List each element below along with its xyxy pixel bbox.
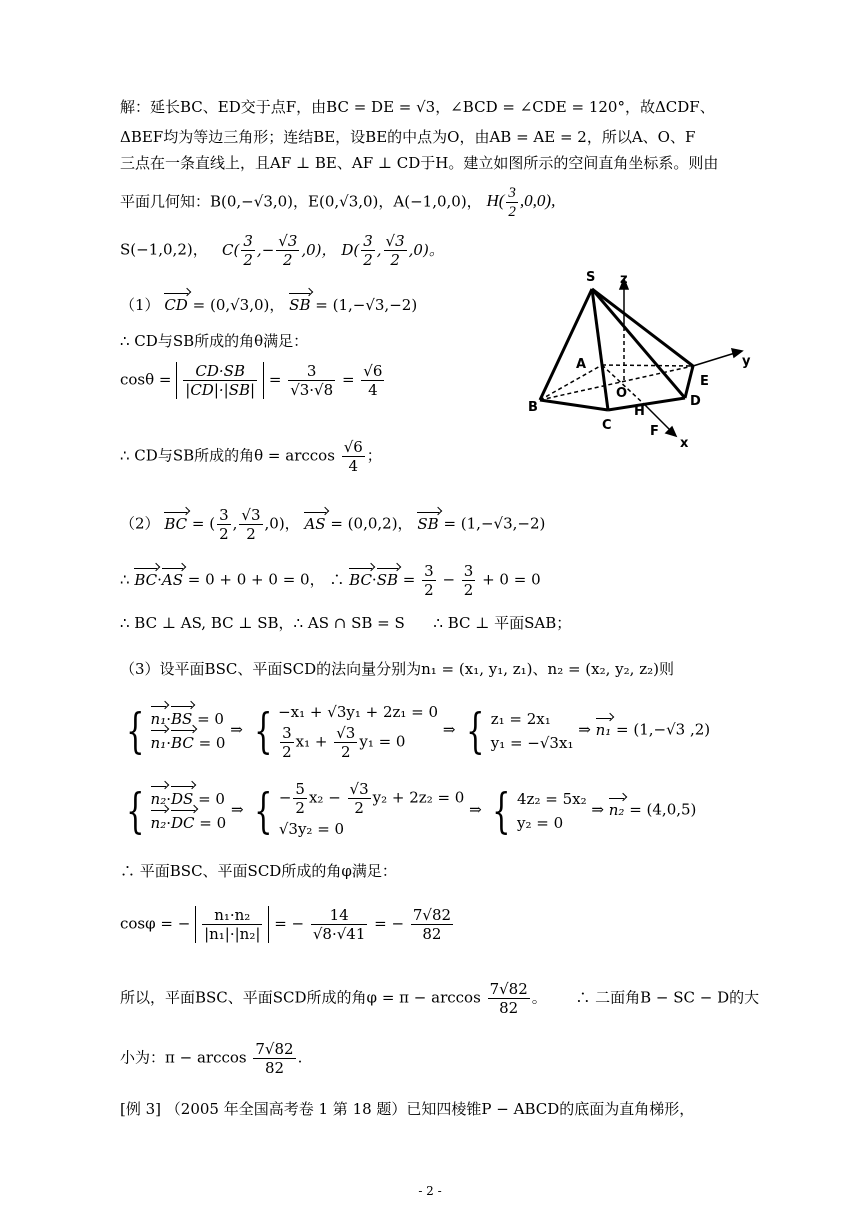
part3-intro: （3）设平面BSC、平面SCD的法向量分别为n₁ = (x₁, y₁, z₁)、n₂ = (x₂, y₂, z₂)则 (120, 660, 674, 678)
cos-lhs: cosθ = (120, 370, 172, 389)
part2-label: （2） (120, 514, 160, 533)
intro-line-4 (120, 184, 555, 221)
n2-result: = (4,0,5) (629, 800, 697, 819)
fraction-denominator: 82 (499, 999, 519, 1017)
coord-d: D( $\frac{3}{2}$ , $\frac{√3}{2}$ ,0)。 (341, 232, 444, 269)
part3-angle-line: ∴ 平面BSC、平面SCD所成的角φ满足： (120, 862, 397, 880)
n1-result: = (1,−√3 ,2) (616, 720, 711, 739)
example-3: [例 3] （2005 年全国高考卷 1 第 18 题）已知四棱锥P − ABCD的底面为直角梯形， (120, 1100, 695, 1118)
dot-bc-as: = 0 + 0 + 0 = 0， (187, 570, 325, 589)
figure-label: O (616, 386, 628, 401)
figure-label: x (680, 436, 689, 451)
figure-label: z (620, 272, 628, 287)
fraction-numerator: 7√82 (255, 1040, 294, 1058)
perp-line: ∴ BC ⊥ AS, BC ⊥ SB，∴ AS ∩ SB = S (120, 614, 405, 632)
figure-label: D (690, 394, 701, 409)
intro-line-3: 三点在一条直线上，且AF ⊥ BE、AF ⊥ CD于H。建立如图所示的空间直角坐标系。则由 (120, 154, 719, 172)
vector-cd: = (0,√3,0)， (192, 296, 285, 314)
vector-sb: = (1,−√3,−2) (315, 296, 418, 314)
part1-vectors: （1） CD = (0,√3,0)， SB = (1,−√3,−2) (120, 296, 418, 314)
intro-line-1: 解：延长BC、ED交于点F，由BC = DE = √3，∠BCD = ∠CDE = 120°，故ΔCDF、 (120, 98, 715, 116)
part3-cos-formula: cosφ = − $\frac{\text{n₁·n₂}}{\text{|n₁|·|n₂|}}$ = − $\frac{14}{√8\cdot√41}$ = − $\frac{7√82}{82}$ (120, 906, 452, 943)
figure-label: C (602, 418, 612, 433)
part2-perp (120, 612, 571, 634)
part2-vectors: （2） BC = ( $\frac{3}{2}$ , $\frac{√3}{2}$ ,0)， AS = (0,0,2)， SB = (1,−√3,−2) (120, 506, 546, 543)
vector-as: = (0,0,2)， (330, 514, 413, 533)
figure-label: H (634, 404, 645, 419)
intro-line-2: ΔBEF均为等边三角形；连结BE，设BE的中点为O，由AB = AE = 2，所以A、O、F (120, 128, 696, 146)
part1-label: （1） (120, 296, 160, 314)
figure-label: A (576, 357, 587, 372)
arccos-numerator: √6 (343, 438, 363, 456)
figure-label: y (742, 354, 751, 369)
part1-angle-line: ∴ CD与SB所成的角θ满足： (120, 332, 309, 350)
conclusion-text-c: 小为：π − arccos (120, 1048, 247, 1067)
perp-result: ∴ BC ⊥ 平面SAB； (433, 614, 572, 632)
figure-label: F (650, 424, 659, 439)
system-n1: { n₁·BS = 0 n₁·BC = 0 ⇒ { −x₁ + √3y₁ + 2z₁ = 0 $\frac{3}{2}$ x₁ + $\frac{√3}{2}$ y₁ = 0 ⇒ { z₁ = 2x₁ y₁ = −√3x₁ ⇒ n₁ = (1,−√3 ,2) (126, 702, 711, 761)
figure-label: S (586, 270, 596, 285)
figure-label: B (528, 400, 538, 415)
part1-cos-formula: cosθ = $\frac{CD\cdot SB}{|CD|\cdot|SB|}$ = $\frac{3}{√3\cdot√8}$ = $\frac{√6}{4}$ (120, 362, 383, 399)
part3-final: 小为：π − arccos $\frac{7√82}{82}$ . (120, 1040, 303, 1077)
part2-dot-products: ∴ BC·AS = 0 + 0 + 0 = 0， ∴ BC·SB = $\frac{3}{2}$ − $\frac{3}{2}$ + 0 = 0 (120, 562, 541, 599)
part1-result-text: ∴ CD与SB所成的角θ = arccos (120, 446, 335, 465)
coords-bea: 平面几何知：B(0,−√3,0)，E(0,√3,0)，A(−1,0,0)， (120, 192, 482, 211)
fraction-denominator: 82 (264, 1059, 285, 1077)
fraction-numerator: 7√82 (489, 980, 528, 998)
conclusion-text-b: ∴ 二面角B − SC − D的大 (575, 988, 760, 1007)
arccos-denominator: 4 (348, 457, 359, 475)
system-n2: { n₂·DS = 0 n₂·DC = 0 ⇒ { − $\frac{5}{2}$ x₂ − $\frac{√3}{2}$ y₂ + 2z₂ = 0 √3y₂ = 0 ⇒ { 4z₂ = 5x₂ y₂ = 0 ⇒ n₂ = (4,0,5) (126, 780, 697, 839)
intro-line-5 (120, 232, 444, 269)
coord-c: C( $\frac{3}{2}$ ,− $\frac{√3}{2}$ ,0)， (222, 232, 337, 269)
page-number: - 2 - (418, 1184, 442, 1198)
figure-label: E (700, 374, 709, 389)
coord-s: S(−1,0,2)， (120, 240, 208, 259)
vector-sb-2: = (1,−√3,−2) (443, 514, 546, 533)
pyramid-figure (520, 265, 760, 455)
conclusion-text-a: 所以，平面BSC、平面SCD所成的角φ = π − arccos (120, 988, 481, 1007)
part1-result: ∴ CD与SB所成的角θ = arccos $\frac{√6}{4}$ ； (120, 438, 382, 475)
part3-conclusion: 所以，平面BSC、平面SCD所成的角φ = π − arccos $\frac{7√82}{82}$ 。 ∴ 二面角B − SC − D的大 (120, 980, 760, 1017)
coord-h: H( $\frac{3}{2}$ ,0,0), (486, 185, 556, 220)
